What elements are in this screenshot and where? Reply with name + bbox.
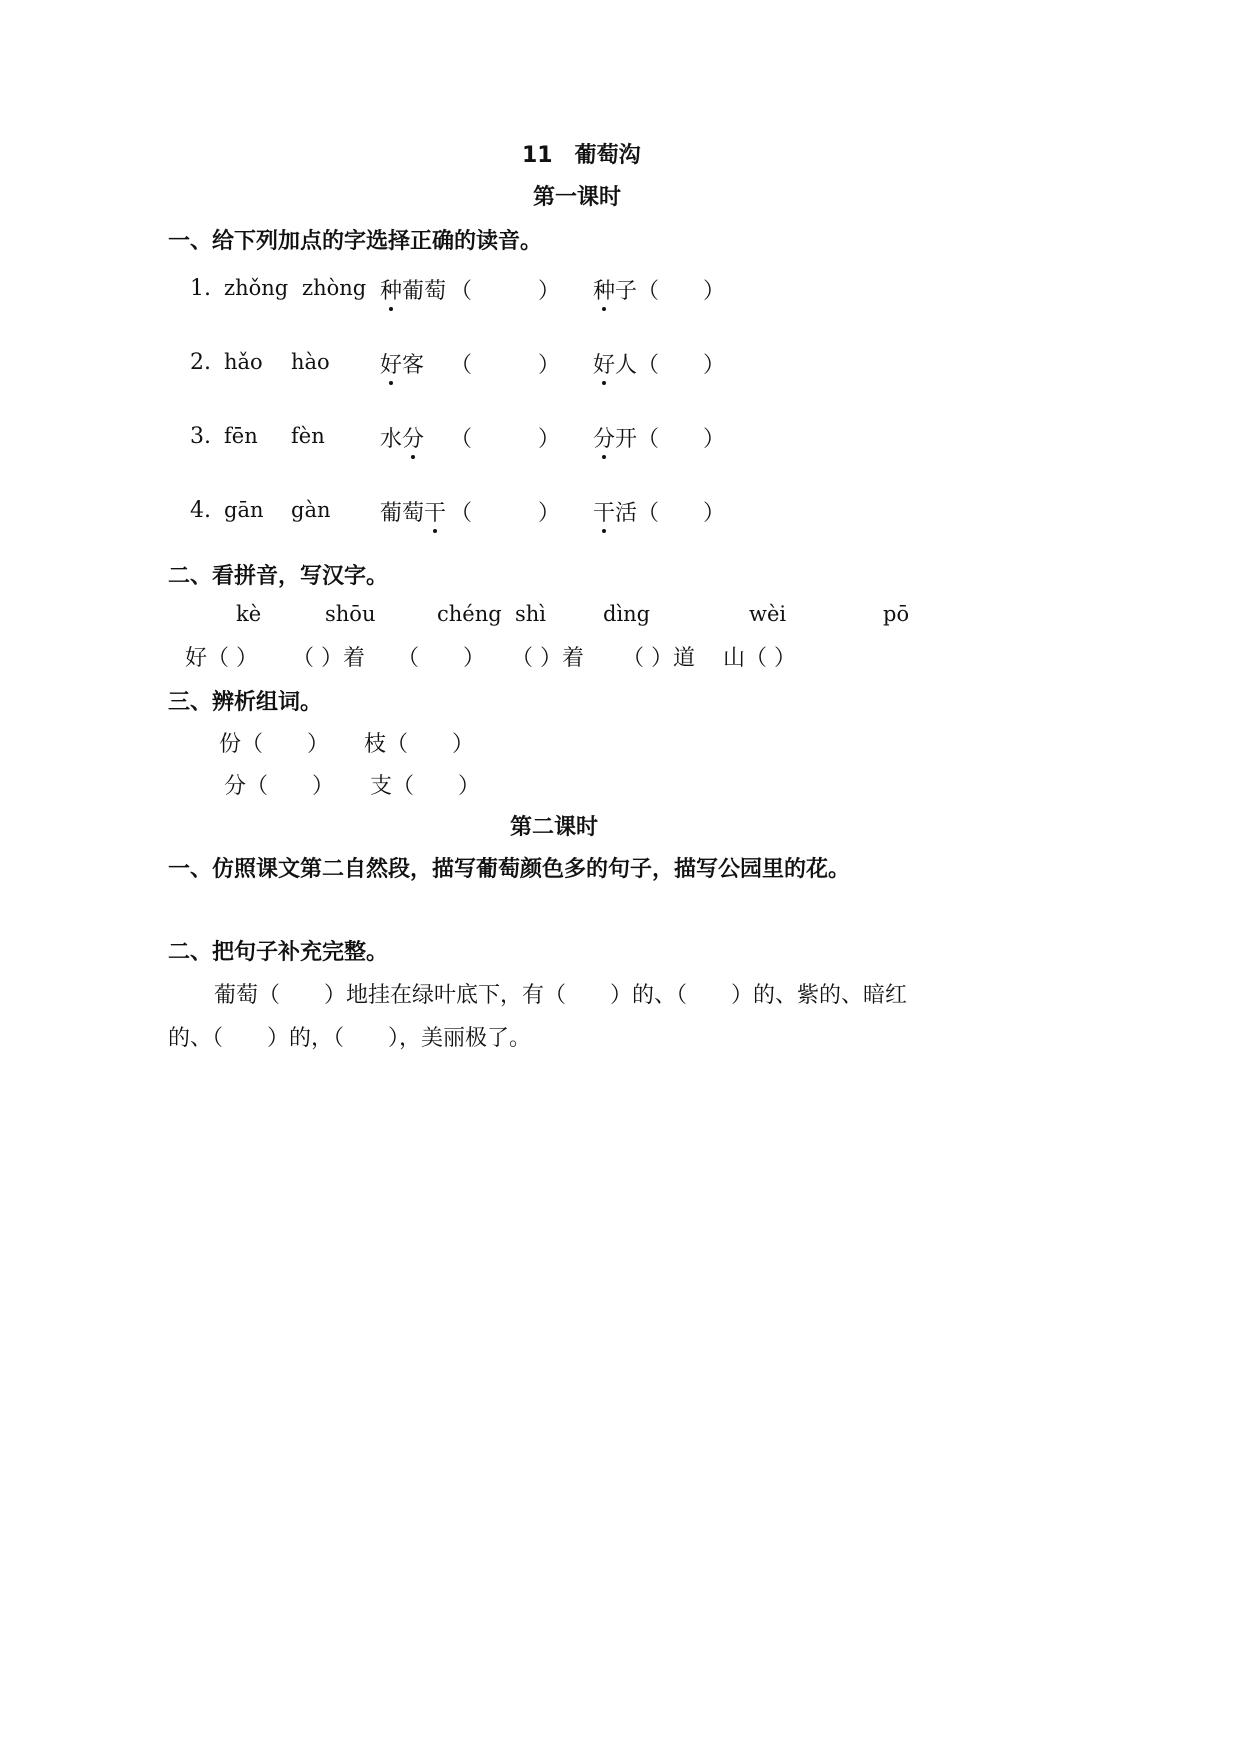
row2-word1 (380, 348, 424, 379)
row1-word2-dotted-char: 种 (593, 274, 615, 305)
row1-word1-answer-blank: （ ） (450, 279, 561, 304)
session2-section1-heading: 一、仿照课文第二自然段，描写葡萄颜色多的句子，描写公园里的花。 (168, 857, 851, 882)
row4-number: 4. (190, 498, 211, 523)
blank-wei-dao: （ ）道 (622, 646, 695, 671)
session-two-title: 第二课时 (510, 815, 599, 840)
row3-word1 (380, 422, 424, 453)
row3-word2-answer-blank: （ ） (637, 427, 726, 452)
row1-word2 (593, 274, 637, 305)
row1-pinyin-1: zhǒng (224, 276, 289, 300)
row4-word2-post: 活 (615, 501, 638, 526)
section3-heading: 三、辨析组词。 (168, 690, 323, 715)
pinyin-shou: shōu (325, 602, 376, 626)
section2-heading: 二、看拼音，写汉字。 (168, 564, 389, 589)
pinyin-cheng: chéng (437, 602, 502, 626)
pinyin-shi: shì (515, 602, 547, 626)
sentence-line2: 的、（ ）的，（ ），美丽极了。 (168, 1026, 532, 1051)
row2-word2-dotted-char: 好 (593, 348, 615, 379)
pinyin-wei: wèi (749, 602, 787, 626)
row3-pinyin-2: fèn (291, 424, 325, 448)
row3-word1-answer-blank: （ ） (450, 427, 561, 452)
word-zhi-branch: 枝（ ） (364, 732, 475, 757)
row2-word1-post: 客 (402, 353, 425, 378)
row1-word1 (380, 274, 446, 305)
session-one-title: 第一课时 (533, 185, 622, 210)
row2-word1-dotted-char: 好 (380, 348, 402, 379)
row1-word1-dotted-char: 种 (380, 274, 402, 305)
session2-section2-heading: 二、把句子补充完整。 (168, 940, 389, 965)
row2-pinyin-2: hào (291, 350, 330, 374)
row1-number: 1. (190, 276, 211, 301)
section1-heading: 一、给下列加点的字选择正确的读音。 (168, 229, 543, 254)
word-fen-person: 份（ ） (219, 732, 330, 757)
row3-word1-pre: 水 (380, 427, 403, 452)
row2-pinyin-1: hǎo (224, 350, 263, 374)
blank-ding-zhe: （ ）着 (511, 646, 584, 671)
row4-pinyin-2: gàn (291, 498, 331, 522)
word-fen-divide: 分（ ） (224, 774, 335, 799)
row4-word2-dotted-char: 干 (593, 496, 615, 527)
row4-word2 (593, 496, 637, 527)
row3-number: 3. (190, 424, 211, 449)
row3-word2 (593, 422, 637, 453)
pinyin-po: pō (883, 602, 910, 626)
pinyin-ding: dìng (603, 602, 651, 626)
row2-word2-answer-blank: （ ） (637, 353, 726, 378)
sentence-line1: 葡萄（ ）地挂在绿叶底下，有（ ）的、（ ）的、紫的、暗红 (214, 983, 908, 1008)
row4-word1 (380, 496, 446, 527)
row1-pinyin-2: zhòng (302, 276, 367, 300)
row1-word1-post: 葡萄 (402, 279, 447, 304)
blank-shan-po: 山（ ） (723, 646, 796, 671)
row4-pinyin-1: gān (224, 498, 264, 522)
lesson-title: 11 葡萄沟 (522, 143, 641, 168)
row3-word1-dotted-char: 分 (402, 422, 424, 453)
row2-word1-answer-blank: （ ） (450, 353, 561, 378)
row3-word2-dotted-char: 分 (593, 422, 615, 453)
row4-word1-answer-blank: （ ） (450, 501, 561, 526)
row4-word2-answer-blank: （ ） (637, 501, 726, 526)
row4-word1-dotted-char: 干 (424, 496, 446, 527)
row3-word2-post: 开 (615, 427, 638, 452)
row2-word2 (593, 348, 637, 379)
row3-pinyin-1: fēn (224, 424, 258, 448)
blank-hao-ke: 好（ ） (185, 646, 258, 671)
row4-word1-pre: 葡萄 (380, 501, 425, 526)
row1-word2-answer-blank: （ ） (637, 279, 726, 304)
blank-chengshi: （ ） (397, 646, 486, 671)
row1-word2-post: 子 (615, 279, 638, 304)
row2-word2-post: 人 (615, 353, 638, 378)
pinyin-ke: kè (236, 602, 262, 626)
row2-number: 2. (190, 350, 211, 375)
word-zhi-support: 支（ ） (370, 774, 481, 799)
blank-shou-zhe: （ ）着 (292, 646, 365, 671)
